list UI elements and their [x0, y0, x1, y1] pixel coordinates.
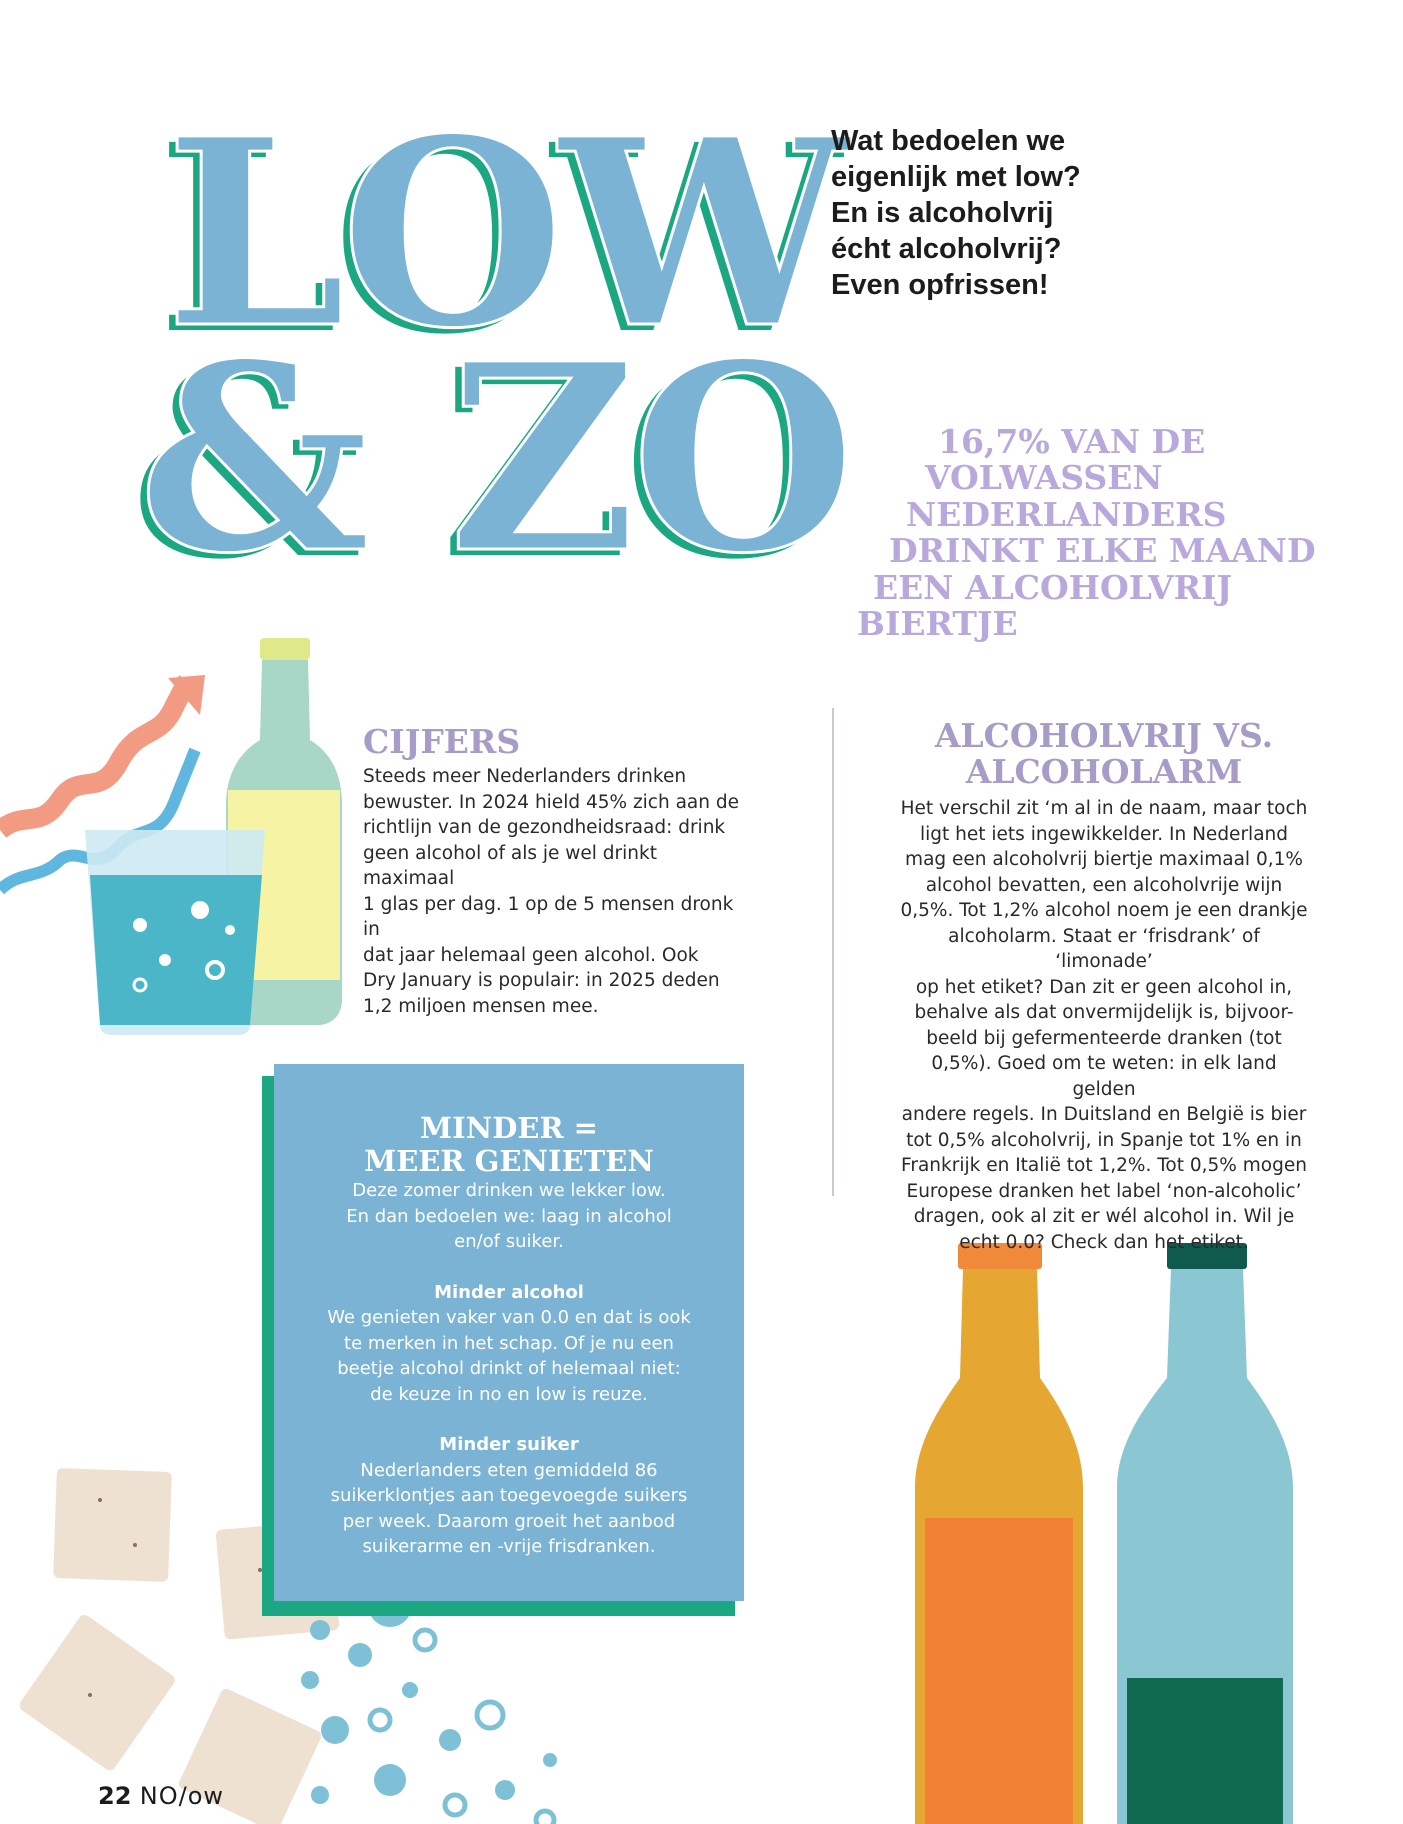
- column-divider: [832, 708, 834, 1196]
- stat-line: EEN ALCOHOLVRIJ: [873, 568, 1233, 607]
- page-footer: [98, 1782, 224, 1810]
- headline-low: LOW: [165, 82, 843, 385]
- magazine-logo: NO/ow: [139, 1782, 225, 1810]
- bubbles-illustration: [290, 1580, 610, 1824]
- bottle-cap: [260, 638, 310, 660]
- headline-and-zo: & ZO: [138, 307, 850, 610]
- cijfers-body: Steeds meer Nederlanders drinken bewuster. In 2024 hield 45% zich aan de richtlijn van de gezondheidsraad: drink geen alcohol of als je wel drinkt maximaal 1 glas per dag. 1 op de 5 mensen dronk in dat jaar helemaal geen alcohol. Ook Dry January is populair: in 2025 deden 1,2 miljoen mensen mee.: [363, 766, 739, 1017]
- stat-line: DRINKT ELKE MAAND: [889, 531, 1316, 570]
- chart-glass-bottle-illustration: [0, 630, 350, 1040]
- cijfers-title: CIJFERS: [363, 722, 521, 761]
- minder-suiker-heading: Minder suiker: [439, 1434, 579, 1455]
- minder-box-title: MINDER = MEER GENIETEN: [364, 1111, 654, 1178]
- page-number: 22: [98, 1782, 132, 1810]
- intro-text: Wat bedoelen we eigenlijk met low? En is alcoholvrij écht alcoholvrij? Even opfrissen!: [831, 125, 1081, 301]
- alcoholvrij-title: ALCOHOLVRIJ VS. ALCOHOLARM: [934, 716, 1274, 791]
- stat-line: NEDERLANDERS: [906, 495, 1227, 534]
- alcoholvrij-section: [899, 718, 1309, 1255]
- alcoholvrij-body: Het verschil zit ‘m al in de naam, maar toch ligt het iets ingewikkelder. In Nederland mag een alcoholvrij biertje maximaal 0,1% alcohol bevatten, een alcoholvrije wijn 0,5%. Tot 1,2% alcohol noem je een drankje alcoholarm. Staat er ‘frisdrank’ of ‘limonade’ op het etiket? Dan zit er geen alcohol in, behalve als dat onvermijdelijk is, bijvoor- beeld bij gefermenteerde dranken (tot 0,5%). Goed om te weten: in elk land gelden andere regels. In Duitsland en België is bier tot 0,5% alcoholvrij, in Spanje tot 1% en in Frankrijk en Italië tot 1,2%. Tot 0,5% mogen Europese dranken het label ‘non-alcoholic’ dragen, ook al zit er wél alcohol in. Wil je echt 0.0? Check dan het etiket.: [900, 798, 1308, 1253]
- cijfers-section: [363, 724, 743, 1019]
- minder-alcohol-heading: Minder alcohol: [434, 1281, 584, 1303]
- stat-line: 16,7% VAN DE: [938, 422, 1206, 461]
- bottles-illustration: [895, 1238, 1315, 1824]
- minder-box-content: MINDER = MEER GENIETEN Deze zomer drinken we lekker low. En dan bedoelen we: laag in alcohol en/of suiker. Minder alcohol We genieten vaker van 0.0 en dat is ook te merken in het schap. Of je nu een beetje alcohol drinkt of helemaal niet: de keuze in no en low is reuze. Minder suiker Nederlanders eten gemiddeld 86 suikerklontjes aan toegevoegde suikers per week. Daarom groeit het aanbod suikerarme en -vrije frisdranken.: [274, 1112, 744, 1560]
- trend-arrow-icon: [0, 680, 188, 830]
- stat-line: VOLWASSEN: [925, 458, 1163, 497]
- stat-line: BIERTJE: [857, 604, 1018, 643]
